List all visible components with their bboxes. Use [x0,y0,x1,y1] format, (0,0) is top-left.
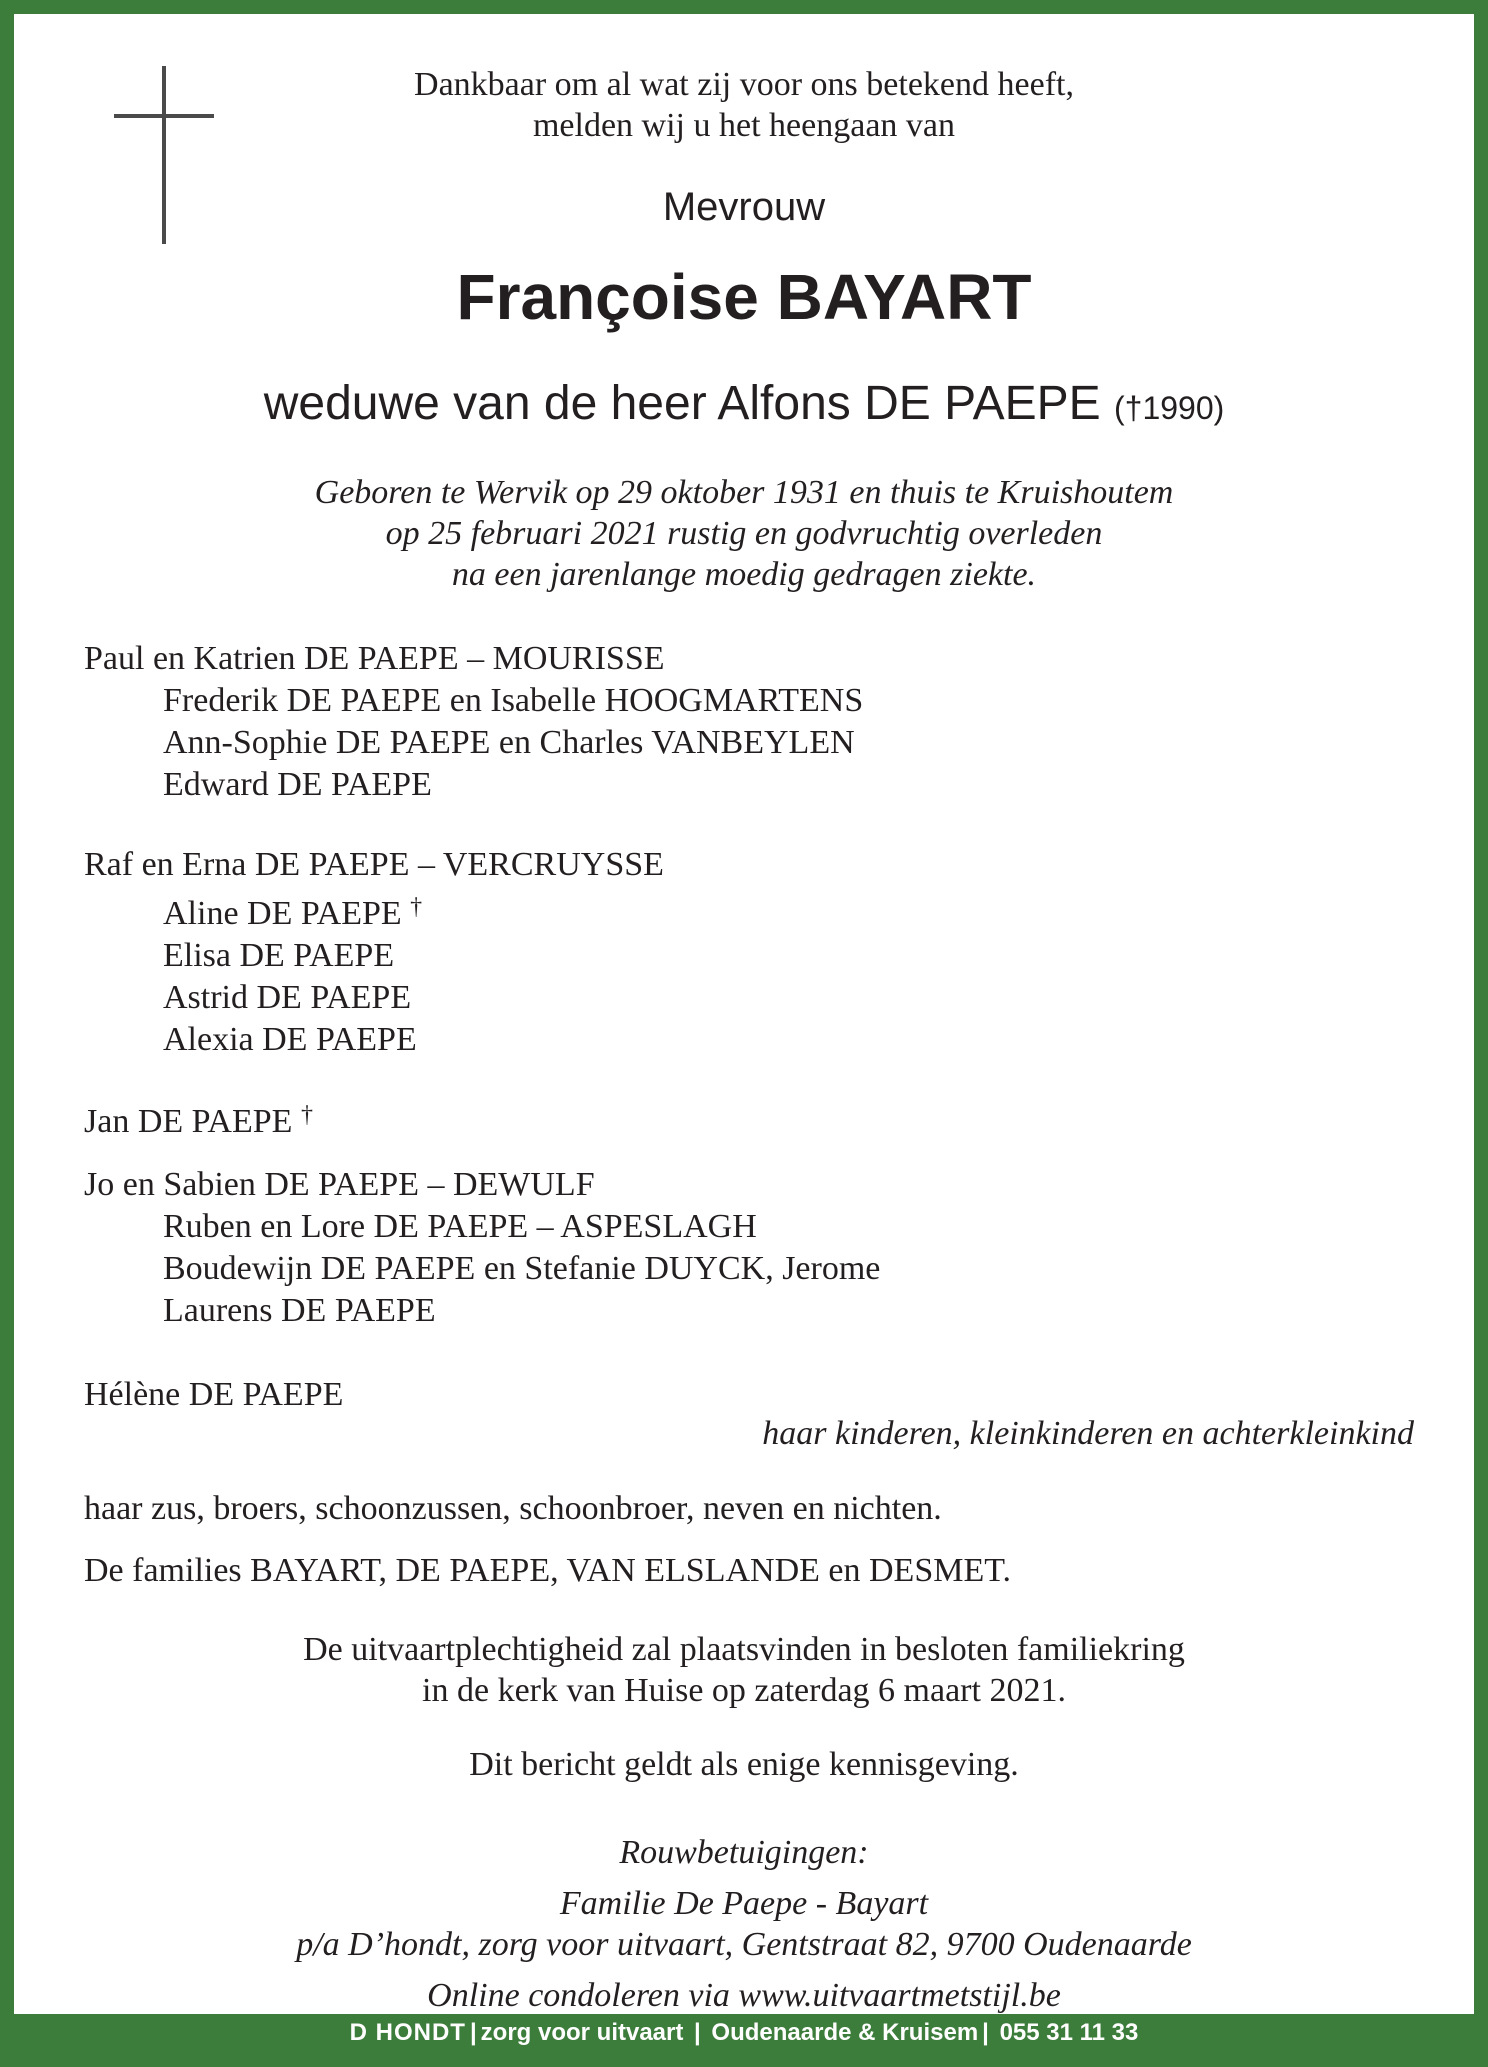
ceremony-line: De uitvaartplechtigheid zal plaatsvinden in besloten familiekring [303,1631,1185,1668]
family-member: Alexia DE PAEPE [163,1021,417,1058]
families-line: De families BAYART, DE PAEPE, VAN ELSLANDE en DESMET. [84,1552,1011,1589]
obituary-card [14,14,1474,2014]
birth-line: Geboren te Wervik op 29 oktober 1931 en thuis te Kruishoutem [314,474,1174,511]
condolences-online: Online condoleren via www.uitvaartmetstijl.be [427,1977,1061,2014]
family-group-head: Jo en Sabien DE PAEPE – DEWULF [84,1166,595,1203]
honorific-title: Mevrouw [662,185,826,229]
condolences-family: Familie De Paepe - Bayart [559,1885,929,1922]
notice-line: Dit bericht geldt als enige kennisgeving. [469,1746,1019,1783]
condolences-address: p/a D’hondt, zorg voor uitvaart, Gentstraat 82, 9700 Oudenaarde [296,1926,1192,1963]
condolences-block [94,1832,1394,2016]
family-group-head: Paul en Katrien DE PAEPE – MOURISSE [84,640,665,677]
birth-line: op 25 februari 2021 rustig en godvruchtig overleden [385,515,1103,552]
birth-line: na een jarenlange moedig gedragen ziekte. [451,556,1037,593]
family-member: Frederik DE PAEPE en Isabelle HOOGMARTENS [163,682,864,719]
family-group [84,638,1424,806]
footer-location: Oudenaarde & Kruisem [711,2019,979,2046]
intro-line: Dankbaar om al wat zij voor ons betekend heeft, [414,66,1074,103]
footer-bar: D HONDT | zorg voor uitvaart | Oudenaarde & Kruisem | 055 31 11 33 [0,2014,1488,2067]
family-summary: haar kinderen, kleinkinderen en achterkleinkind [762,1415,1414,1452]
dagger-icon: † [300,1102,313,1128]
family-member-name: Jan DE PAEPE [84,1103,293,1140]
family-member: Boudewijn DE PAEPE en Stefanie DUYCK, Jerome [163,1250,881,1287]
family-group-head: Raf en Erna DE PAEPE – VERCRUYSSE [84,846,664,883]
intro-line: melden wij u het heengaan van [532,107,955,144]
ceremony-details [94,1629,1394,1711]
family-group-head [84,1094,1424,1143]
dagger-icon: † [410,894,423,920]
footer-phone: 055 31 11 33 [999,2019,1139,2046]
family-group-head: Hélène DE PAEPE [84,1376,344,1413]
ceremony-line: in de kerk van Huise op zaterdag 6 maart 2021. [422,1672,1066,1709]
family-member: Astrid DE PAEPE [163,979,412,1016]
relatives-line: haar zus, broers, schoonzussen, schoonbroer, neven en nichten. [84,1490,942,1527]
condolences-heading: Rouwbetuigingen: [619,1834,869,1871]
intro-text [94,64,1394,146]
family-group [84,844,1424,1061]
family-member: Edward DE PAEPE [163,766,432,803]
widow-year: (†1990) [1113,390,1225,426]
widow-line [94,376,1394,436]
family-member [163,886,1424,935]
family-member: Elisa DE PAEPE [163,937,395,974]
brand-logo: D HONDT [349,2019,466,2046]
family-group [84,1164,1424,1332]
family-member: Ruben en Lore DE PAEPE – ASPESLAGH [163,1208,757,1245]
deceased-name: Françoise BAYART [456,261,1032,333]
widow-text: weduwe van de heer Alfons DE PAEPE [263,377,1101,430]
footer-tagline: zorg voor uitvaart [480,2019,684,2046]
family-member: Ann-Sophie DE PAEPE en Charles VANBEYLEN [163,724,855,761]
family-member: Laurens DE PAEPE [163,1292,436,1329]
family-group [84,1094,1424,1143]
birth-death-details [94,472,1394,595]
family-member-name: Aline DE PAEPE [163,895,402,932]
family-group [84,1374,1424,1416]
